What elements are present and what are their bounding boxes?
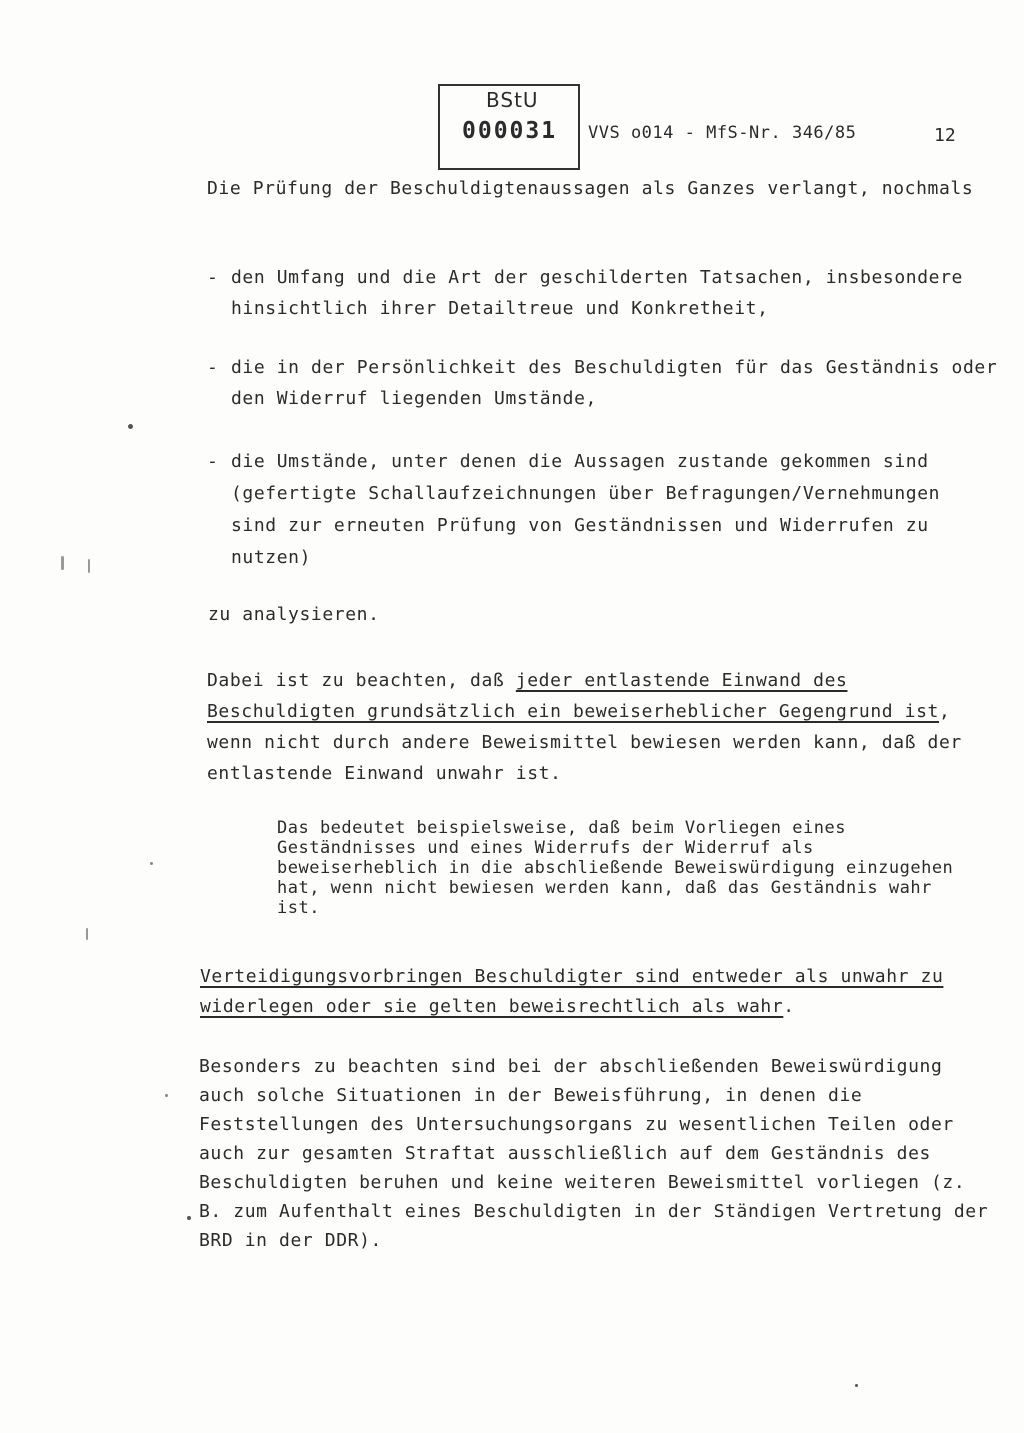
consider-underlined: jeder entlastende Einwand des Beschuldigten grundsätzlich ein beweiserheblicher Gegengrund ist	[207, 670, 939, 722]
document-reference: VVS o014 - MfS-Nr. 346/85	[588, 123, 857, 143]
list-item	[207, 352, 1001, 414]
list-item	[207, 262, 991, 324]
defense-underlined: Verteidigungsvorbringen Beschuldigter sind entweder als unwahr zu widerlegen oder sie gelten beweisrechtlich als wahr	[200, 966, 944, 1017]
stamp-number: 000031	[462, 118, 558, 144]
analyze-paragraph: zu analysieren.	[208, 604, 380, 625]
scan-speck	[128, 424, 133, 429]
consider-lead: Dabei ist zu beachten, daß	[207, 670, 516, 691]
scan-speck	[86, 928, 88, 940]
bullet-dash: -	[207, 357, 219, 378]
defense-end: .	[783, 996, 795, 1017]
intro-paragraph: Die Prüfung der Beschuldigtenaussagen als Ganzes verlangt, nochmals	[207, 178, 974, 199]
list-item-text: die in der Persönlichkeit des Beschuldigten für das Geständnis oder den Widerruf liegenden Umstände,	[231, 357, 998, 409]
list-item-text: die Umstände, unter denen die Aussagen zustande gekommen sind (gefertigte Schallaufzeichnungen über Befragungen/Vernehmungen sind zur erneuten Prüfung von Geständnissen und Widerrufen zu nutzen)	[231, 451, 941, 568]
archive-stamp	[438, 84, 580, 170]
scan-speck	[61, 556, 64, 570]
scan-speck	[88, 559, 90, 573]
example-block: Das bedeutet beispielsweise, daß beim Vorliegen eines Geständnisses und eines Widerrufs der Widerruf als beweiserheblich in die abschließende Beweiswürdigung einzugehen hat, wenn nicht bewiesen werden kann, daß das Geständnis wahr ist.	[277, 818, 954, 918]
defense-paragraph	[200, 962, 980, 1022]
scan-speck	[150, 862, 153, 865]
consider-paragraph	[207, 665, 1007, 789]
scan-speck	[187, 1216, 191, 1220]
scan-speck	[165, 1094, 168, 1097]
bullet-dash: -	[207, 267, 219, 288]
scan-speck	[855, 1384, 858, 1387]
bullet-dash: -	[207, 451, 219, 472]
list-item-text: den Umfang und die Art der geschilderten Tatsachen, insbesondere hinsichtlich ihrer Detailtreue und Konkretheit,	[231, 267, 963, 319]
closing-paragraph: Besonders zu beachten sind bei der abschließenden Beweiswürdigung auch solche Situationen in der Beweisführung, in denen die Feststellungen des Untersuchungsorgans zu wesentlichen Teilen oder auch zur gesamten Straftat ausschließlich auf dem Geständnis des Beschuldigten beruhen und keine weiteren Beweismittel vorliegen (z. B. zum Aufenthalt eines Beschuldigten in der Ständigen Vertretung der BRD in der DDR).	[199, 1056, 989, 1251]
consider-rest: , wenn nicht durch andere Beweismittel bewiesen werden kann, daß der entlastende Einwand unwahr ist.	[207, 701, 962, 784]
stamp-agency: BStU	[486, 88, 539, 112]
page-number: 12	[934, 125, 956, 146]
list-item	[207, 446, 971, 574]
